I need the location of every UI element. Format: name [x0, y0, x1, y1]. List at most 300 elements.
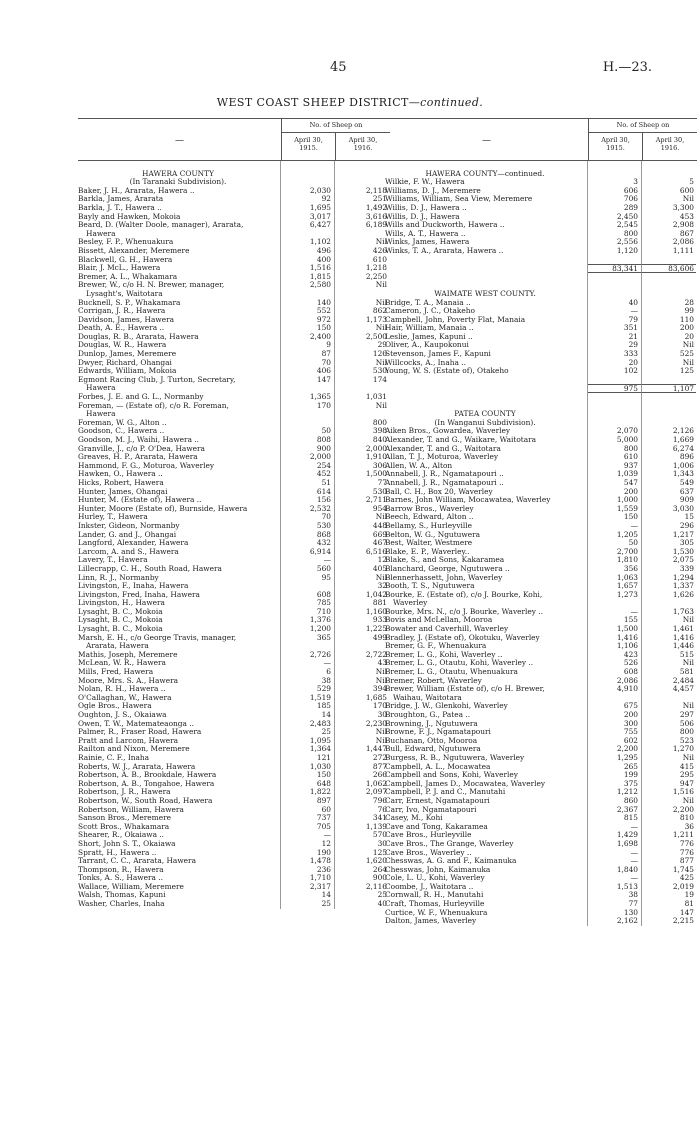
table-row: [385, 505, 697, 514]
sheep-1915: 95: [281, 574, 335, 583]
name-column-header: —: [175, 136, 184, 146]
owner-name: Campbell, P. J. and C., Manutahi: [385, 788, 588, 797]
owner-name: Lander, G. and J., Ohangai: [78, 531, 281, 540]
sheep-1916: [642, 402, 696, 411]
sheep-1916: Nil: [682, 795, 694, 805]
sheep-1915: 102: [588, 367, 642, 376]
sheep-1916: [335, 161, 389, 170]
sheep-1916: [642, 273, 696, 282]
sheep-1915: 406: [281, 367, 335, 376]
sheep-1915: 333: [588, 350, 642, 359]
table-row: [385, 720, 697, 729]
sheep-1916: 12: [377, 555, 387, 565]
sheep-1916: 800: [372, 417, 387, 427]
sheep-1915: 289: [588, 204, 642, 213]
section-heading: [385, 419, 697, 428]
sheep-1915: —: [588, 307, 642, 316]
sheep-1916: 1,218: [365, 263, 387, 273]
sheep-1916: Nil: [682, 340, 694, 350]
sheep-1916: 398: [372, 426, 387, 436]
owner-name: Blake, S., and Sons, Kakaramea: [385, 556, 588, 565]
table-row: [78, 702, 390, 711]
sheep-1915: 2,532: [281, 505, 335, 514]
table-row: [385, 548, 697, 557]
owner-name: Winks, James, Hawera: [385, 238, 588, 247]
sheep-1916: 2,908: [672, 220, 694, 230]
sheep-1915: 868: [281, 531, 335, 540]
table-row: [78, 496, 390, 505]
table-row: [78, 341, 390, 350]
sheep-1916: 637: [679, 486, 694, 496]
table-row: [78, 771, 390, 780]
owner-name: Hunter, Moore (Estate of), Burnside, Hawera: [78, 505, 281, 514]
owner-name: Hunter, M. (Estate of), Hawera ..: [78, 496, 281, 505]
table-row: [78, 488, 390, 497]
sheep-1915: 356: [588, 565, 642, 574]
sheep-1915: 1,519: [281, 694, 335, 703]
table-row: [385, 711, 697, 720]
owner-name: Carr, Ivo, Ngamatapouri: [385, 806, 588, 815]
owner-name: Oughton, J. S., Okaiawa: [78, 711, 281, 720]
sheep-1915: 51: [281, 479, 335, 488]
table-row: [78, 453, 390, 462]
table-row: [78, 616, 390, 625]
table-row: [78, 299, 390, 308]
sheep-1915: 1,478: [281, 857, 335, 866]
sheep-1915: 2,162: [588, 917, 642, 926]
owner-name: Chesswas, John, Kaimanuka: [385, 866, 588, 875]
owner-name: WAIMATE WEST COUNTY.: [385, 290, 588, 299]
sheep-1915: 608: [281, 591, 335, 600]
owner-name: Owen, T. W., Matemateaonga ..: [78, 720, 281, 729]
sheep-1915: 1,095: [281, 737, 335, 746]
table-row: [78, 470, 390, 479]
sheep-1915: 4,910: [588, 685, 642, 694]
sheep-1915: 710: [281, 608, 335, 617]
sheep-1916: 76: [377, 804, 387, 814]
table-row: [385, 685, 697, 694]
sheep-1916: 2,200: [672, 804, 694, 814]
owner-name: Brewer, William (Estate of), c/o H. Brewer,: [385, 685, 588, 694]
sheep-1916: 810: [679, 813, 694, 823]
left-rows: [78, 161, 390, 909]
owner-name: Bowater and Caverhill, Waverley: [385, 625, 588, 634]
section-heading: [385, 410, 697, 419]
owner-name: Broughton, G., Patea ..: [385, 711, 588, 720]
table-row: [385, 728, 697, 737]
table-row: [385, 324, 697, 333]
table-row: [78, 668, 390, 677]
table-row: [385, 591, 697, 600]
sheep-1916: [642, 256, 696, 265]
sheep-1916: 581: [679, 667, 694, 677]
table-row: [78, 849, 390, 858]
sheep-1915: 937: [588, 462, 642, 471]
sheep-1916: 415: [679, 761, 694, 771]
sheep-1916: 862: [372, 306, 387, 316]
owner-name: Wills and Duckworth, Hawera ..: [385, 221, 588, 230]
table-row: [385, 281, 697, 290]
sheep-1916: Nil: [375, 727, 387, 737]
sheep-1915: 92: [281, 195, 335, 204]
sheep-1916: 530: [372, 366, 387, 376]
owner-name: Tarrant, C. C., Ararata, Hawera: [78, 857, 281, 866]
table-row: [78, 333, 390, 342]
sheep-1916: 147: [679, 907, 694, 917]
table-row: [78, 814, 390, 823]
table-row: [385, 307, 697, 316]
sheep-1916: Nil: [682, 194, 694, 204]
table-row: [385, 238, 697, 247]
sheep-1916: 1,447: [365, 744, 387, 754]
owner-name: Hawken, O., Hawera ..: [78, 470, 281, 479]
owner-name: Corrigan, J. R., Hawera: [78, 307, 281, 316]
sheep-1915: 2,086: [588, 677, 642, 686]
table-row: [385, 874, 697, 883]
sheep-1915: [281, 161, 335, 170]
owner-name: Robertson, A. B., Tongahoe, Hawera: [78, 780, 281, 789]
sheep-1916: 954: [372, 503, 387, 513]
sheep-1916: 25: [377, 890, 387, 900]
owner-name: Palmer, R., Fraser Road, Hawera: [78, 728, 281, 737]
owner-name: Wills, A. T., Hawera ..: [385, 230, 588, 239]
table-row: [385, 599, 697, 608]
table-row: [385, 256, 697, 265]
owner-name: Allan, T. J., Moturoa, Waverley: [385, 453, 588, 462]
table-row: [78, 204, 390, 213]
sheep-1916: 2,126: [672, 426, 694, 436]
owner-name: Bucknell, S. P., Whakamara: [78, 299, 281, 308]
table-row: [385, 531, 697, 540]
owner-name: Robertson, William, Hawera: [78, 806, 281, 815]
owner-name: Langford, Alexander, Hawera: [78, 539, 281, 548]
sheep-1916: 1,211: [672, 830, 694, 840]
table-row: [385, 470, 697, 479]
table-row: [78, 522, 390, 531]
sheep-1916: 933: [372, 615, 387, 625]
sheep-1915: 185: [281, 702, 335, 711]
sheep-1915: 432: [281, 539, 335, 548]
sheep-1916: 30: [377, 838, 387, 848]
owner-name: Bremer, L. G., Otautu, Kohi, Waverley ..: [385, 659, 588, 668]
right-table: [385, 118, 697, 926]
sheep-1916: 2,500: [365, 331, 387, 341]
table-row: [385, 221, 697, 230]
owner-name: Livingston, H., Hawera: [78, 599, 281, 608]
table-row: [78, 161, 390, 170]
sheep-1916: 840: [372, 435, 387, 444]
sheep-1916: [335, 170, 389, 179]
owner-name: Blackwell, G. H., Hawera: [78, 256, 281, 265]
sheep-1915: 156: [281, 496, 335, 505]
sheep-1916: 499: [372, 632, 387, 642]
sheep-1915: —: [588, 823, 642, 832]
owner-name: Alexander, T. and G., Waikare, Waitotara: [385, 436, 588, 445]
sheep-1915: 2,545: [588, 221, 642, 230]
table-row: [78, 840, 390, 849]
owner-name: Goodson, C., Hawera ..: [78, 427, 281, 436]
sheep-1915: 38: [281, 677, 335, 686]
owner-name: Bremer, Robert, Waverley: [385, 677, 588, 686]
owner-name: Bourke, Mrs. N., c/o J. Bourke, Waverley ..: [385, 608, 588, 617]
sheep-1915: 552: [281, 307, 335, 316]
owner-name: Leslie, James, Kapuni ..: [385, 333, 588, 342]
table-row: [385, 213, 697, 222]
sheep-1916: 2,484: [672, 675, 694, 685]
table-row: [78, 685, 390, 694]
table-row: [78, 651, 390, 660]
owner-name: Willcocks, A., Inaha ..: [385, 359, 588, 368]
sheep-1916: 251: [372, 194, 387, 204]
owner-name: [385, 376, 588, 385]
owner-name: Lysaght, B. C., Mokoia: [78, 608, 281, 617]
owner-name: Inkster, Gideon, Normanby: [78, 522, 281, 531]
sheep-1916: 295: [679, 770, 694, 780]
sheep-1915: 1,500: [588, 625, 642, 634]
table-row: [78, 891, 390, 900]
sheep-1915: 2,556: [588, 238, 642, 247]
sheep-1916: 200: [679, 323, 694, 333]
sheep-1916: 83,606: [642, 264, 696, 273]
owner-name: Bellamy, S., Hurleyville: [385, 522, 588, 531]
owner-name: Lavery, T., Hawera: [78, 556, 281, 565]
sheep-1916: 1,111: [672, 245, 694, 255]
table-row: [385, 453, 697, 462]
sheep-1916: 1,173: [365, 314, 387, 324]
sheep-1915: 254: [281, 462, 335, 471]
sheep-1915: 785: [281, 599, 335, 608]
owner-name: Hair, William, Manaia ..: [385, 324, 588, 333]
sheep-1915: 1,039: [588, 470, 642, 479]
owner-name: Carr, Ernest, Ngamatapouri: [385, 797, 588, 806]
sheep-1916: 77: [377, 477, 387, 487]
sheep-1915: 60: [281, 806, 335, 815]
sheep-1916: Nil: [375, 357, 387, 367]
sheep-1916: 453: [679, 211, 694, 221]
sheep-1915: 150: [588, 513, 642, 522]
sheep-1916: 425: [679, 873, 694, 883]
col-1916-header: April 30, 1916.: [348, 136, 378, 152]
owner-name: Walsh, Thomas, Kapuni: [78, 891, 281, 900]
sheep-1915: 265: [588, 763, 642, 772]
owner-name: Burgess, R. B., Ngutuwera, Waverley: [385, 754, 588, 763]
owner-name: HAWERA COUNTY: [78, 170, 281, 179]
sheep-1916: 2,250: [365, 271, 387, 281]
sheep-1915: —: [281, 659, 335, 668]
table-row: [385, 187, 697, 196]
sheep-1916: 610: [372, 254, 387, 264]
sheep-1915: 5,000: [588, 436, 642, 445]
sheep-1916: 800: [679, 727, 694, 737]
table-row: [385, 393, 697, 402]
sheep-1916: 1,337: [672, 581, 694, 591]
sheep-1916: 2,075: [672, 555, 694, 565]
table-row: [385, 634, 697, 643]
table-row: [78, 187, 390, 196]
sheep-1915: 706: [588, 195, 642, 204]
owner-name: Campbell, A. L., Mocawatea: [385, 763, 588, 772]
table-row: [385, 797, 697, 806]
total-row: [385, 264, 697, 273]
sheep-1915: 20: [588, 359, 642, 368]
owner-name: [385, 264, 588, 273]
page-header: [0, 60, 700, 76]
sheep-1915: 2,200: [588, 745, 642, 754]
owner-name: Pratt and Larcom, Hawera: [78, 737, 281, 746]
owner-name: Bull, Edward, Ngutuwera: [385, 745, 588, 754]
table-row: [78, 883, 390, 892]
table-row: [78, 711, 390, 720]
owner-name: Willis, D. J., Hawera ..: [385, 204, 588, 213]
owner-name: Spratt, H., Hawera ..: [78, 849, 281, 858]
table-row: [78, 788, 390, 797]
sheep-1916: 2,116: [365, 881, 387, 891]
sheep-1915: 38: [588, 891, 642, 900]
sheep-1916: Nil: [375, 280, 387, 290]
owner-name: Young, W. S. (Estate of), Otakeho: [385, 367, 588, 376]
owner-name: Bremer, A. L., Whakamara: [78, 273, 281, 282]
sheep-1916: 3,300: [672, 202, 694, 212]
table-row: [385, 376, 697, 385]
sheep-1915: 400: [281, 256, 335, 265]
table-row: [385, 161, 697, 170]
table-row: [78, 677, 390, 686]
sheep-1916: Nil: [682, 752, 694, 762]
sheep-1916: 2,722: [365, 649, 387, 659]
owner-name: Browning, J., Ngutuwera: [385, 720, 588, 729]
sheep-1916: 669: [372, 529, 387, 539]
table-row: [385, 350, 697, 359]
table-row: [78, 574, 390, 583]
owner-name: Lysaght, B. C., Mokoia: [78, 625, 281, 634]
table-row: [78, 608, 390, 617]
sheep-1915: 147: [281, 376, 335, 385]
sheep-1916: 1,160: [365, 606, 387, 616]
sheep-1916: 1,343: [672, 469, 694, 479]
table-row: [78, 831, 390, 840]
sheep-1916: 1,461: [672, 624, 694, 634]
table-row: [385, 763, 697, 772]
owner-name: Greaves, H. P., Ararata, Hawera: [78, 453, 281, 462]
sheep-1915: 1,273: [588, 591, 642, 600]
owner-name: Wallace, William, Meremere: [78, 883, 281, 892]
sheep-1915: 50: [281, 427, 335, 436]
table-row: [385, 677, 697, 686]
table-row: [385, 780, 697, 789]
table-row: [78, 754, 390, 763]
owner-name: Blair, J. McL., Hawera: [78, 264, 281, 273]
sheep-1916: 2,118: [365, 185, 387, 195]
sheep-1915: 1,810: [588, 556, 642, 565]
owner-name: Egmont Racing Club, J. Turton, Secretary,: [78, 376, 281, 385]
sheep-1915: 150: [281, 324, 335, 333]
sheep-1915: 2,367: [588, 806, 642, 815]
table-row: [385, 582, 697, 591]
owner-name: [385, 273, 588, 282]
table-row: [385, 651, 697, 660]
owner-name: Bridge, J. W., Glenkohi, Waverley: [385, 702, 588, 711]
sheep-1915: 50: [588, 539, 642, 548]
sheep-1915: 1,063: [588, 574, 642, 583]
owner-name: Campbell and Sons, Kohi, Waverley: [385, 771, 588, 780]
sheep-1916: Nil: [375, 400, 387, 410]
sheep-1916: 877: [679, 856, 694, 866]
table-row: [385, 402, 697, 411]
sheep-1915: 6: [281, 668, 335, 677]
owner-name: Belton, W. G., Ngutuwera: [385, 531, 588, 540]
owner-name: Baker, J. H., Ararata, Hawera ..: [78, 187, 281, 196]
owner-name: Bourke, E. (Estate of), c/o J. Bourke, Kohi,: [385, 591, 588, 600]
sheep-1916: Nil: [682, 357, 694, 367]
owner-name: Waihau, Waitotara: [385, 694, 588, 703]
sheep-1915: 1,212: [588, 788, 642, 797]
owner-name: Washer, Charles, Inaha: [78, 900, 281, 909]
sheep-1916: 1,745: [672, 864, 694, 874]
sheep-1915: 21: [588, 333, 642, 342]
sheep-1916: [642, 161, 696, 170]
sheep-1915: 1,416: [588, 634, 642, 643]
owner-name: Williams, William, Sea View, Meremere: [385, 195, 588, 204]
owner-name: Thompson, R., Hawera: [78, 866, 281, 875]
sheep-1916: 776: [679, 838, 694, 848]
owner-name: Ararata, Hawera: [78, 642, 281, 651]
sheep-1916: 170: [372, 701, 387, 711]
owner-name: Bremer, L. G., Otautu, Whenuakura: [385, 668, 588, 677]
owner-name: Robertson, A. B., Brookdale, Hawera: [78, 771, 281, 780]
sheep-1915: 496: [281, 247, 335, 256]
sheep-1916: 4,457: [672, 684, 694, 694]
table-row: [385, 737, 697, 746]
sheep-1916: 1,294: [672, 572, 694, 582]
sheep-1915: 6,427: [281, 221, 335, 230]
owner-name: Chesswas, A. G. and F., Kaimanuka: [385, 857, 588, 866]
sheep-1915: 1,030: [281, 763, 335, 772]
sheep-1915: [588, 281, 642, 290]
sheep-1915: 1,815: [281, 273, 335, 282]
sheep-1915: 1,376: [281, 616, 335, 625]
sheep-1915: —: [588, 857, 642, 866]
col-1915-header: April 30, 1915.: [589, 133, 643, 160]
sheep-1915: 1,364: [281, 745, 335, 754]
sheep-1915: 2,030: [281, 187, 335, 196]
table-row: [385, 702, 697, 711]
owner-name: Barrow Bros., Waverley: [385, 505, 588, 514]
sheep-1915: 737: [281, 814, 335, 823]
sheep-1916: 2,230: [365, 718, 387, 728]
sheep-1915: 77: [588, 900, 642, 909]
table-row: [78, 376, 390, 385]
sheep-1915: 2,700: [588, 548, 642, 557]
sheep-1915: [588, 273, 642, 282]
owner-name: Hunter, James, Ohangai: [78, 488, 281, 497]
sheep-1915: 375: [588, 780, 642, 789]
sheep-1916: [642, 410, 696, 419]
table-row: [385, 574, 697, 583]
table-row: [385, 900, 697, 909]
sheep-1915: 140: [281, 299, 335, 308]
sheep-1915: 2,317: [281, 883, 335, 892]
sheep-1915: 87: [281, 350, 335, 359]
table-row: [78, 410, 390, 419]
table-row: [385, 195, 697, 204]
table-row: [78, 324, 390, 333]
col-1916-header: April 30, 1916.: [655, 136, 685, 152]
sheep-1915: 14: [281, 711, 335, 720]
sheep-1916: 549: [679, 477, 694, 487]
table-row: [78, 462, 390, 471]
sheep-1915: 40: [588, 299, 642, 308]
sheep-1915: —: [588, 874, 642, 883]
